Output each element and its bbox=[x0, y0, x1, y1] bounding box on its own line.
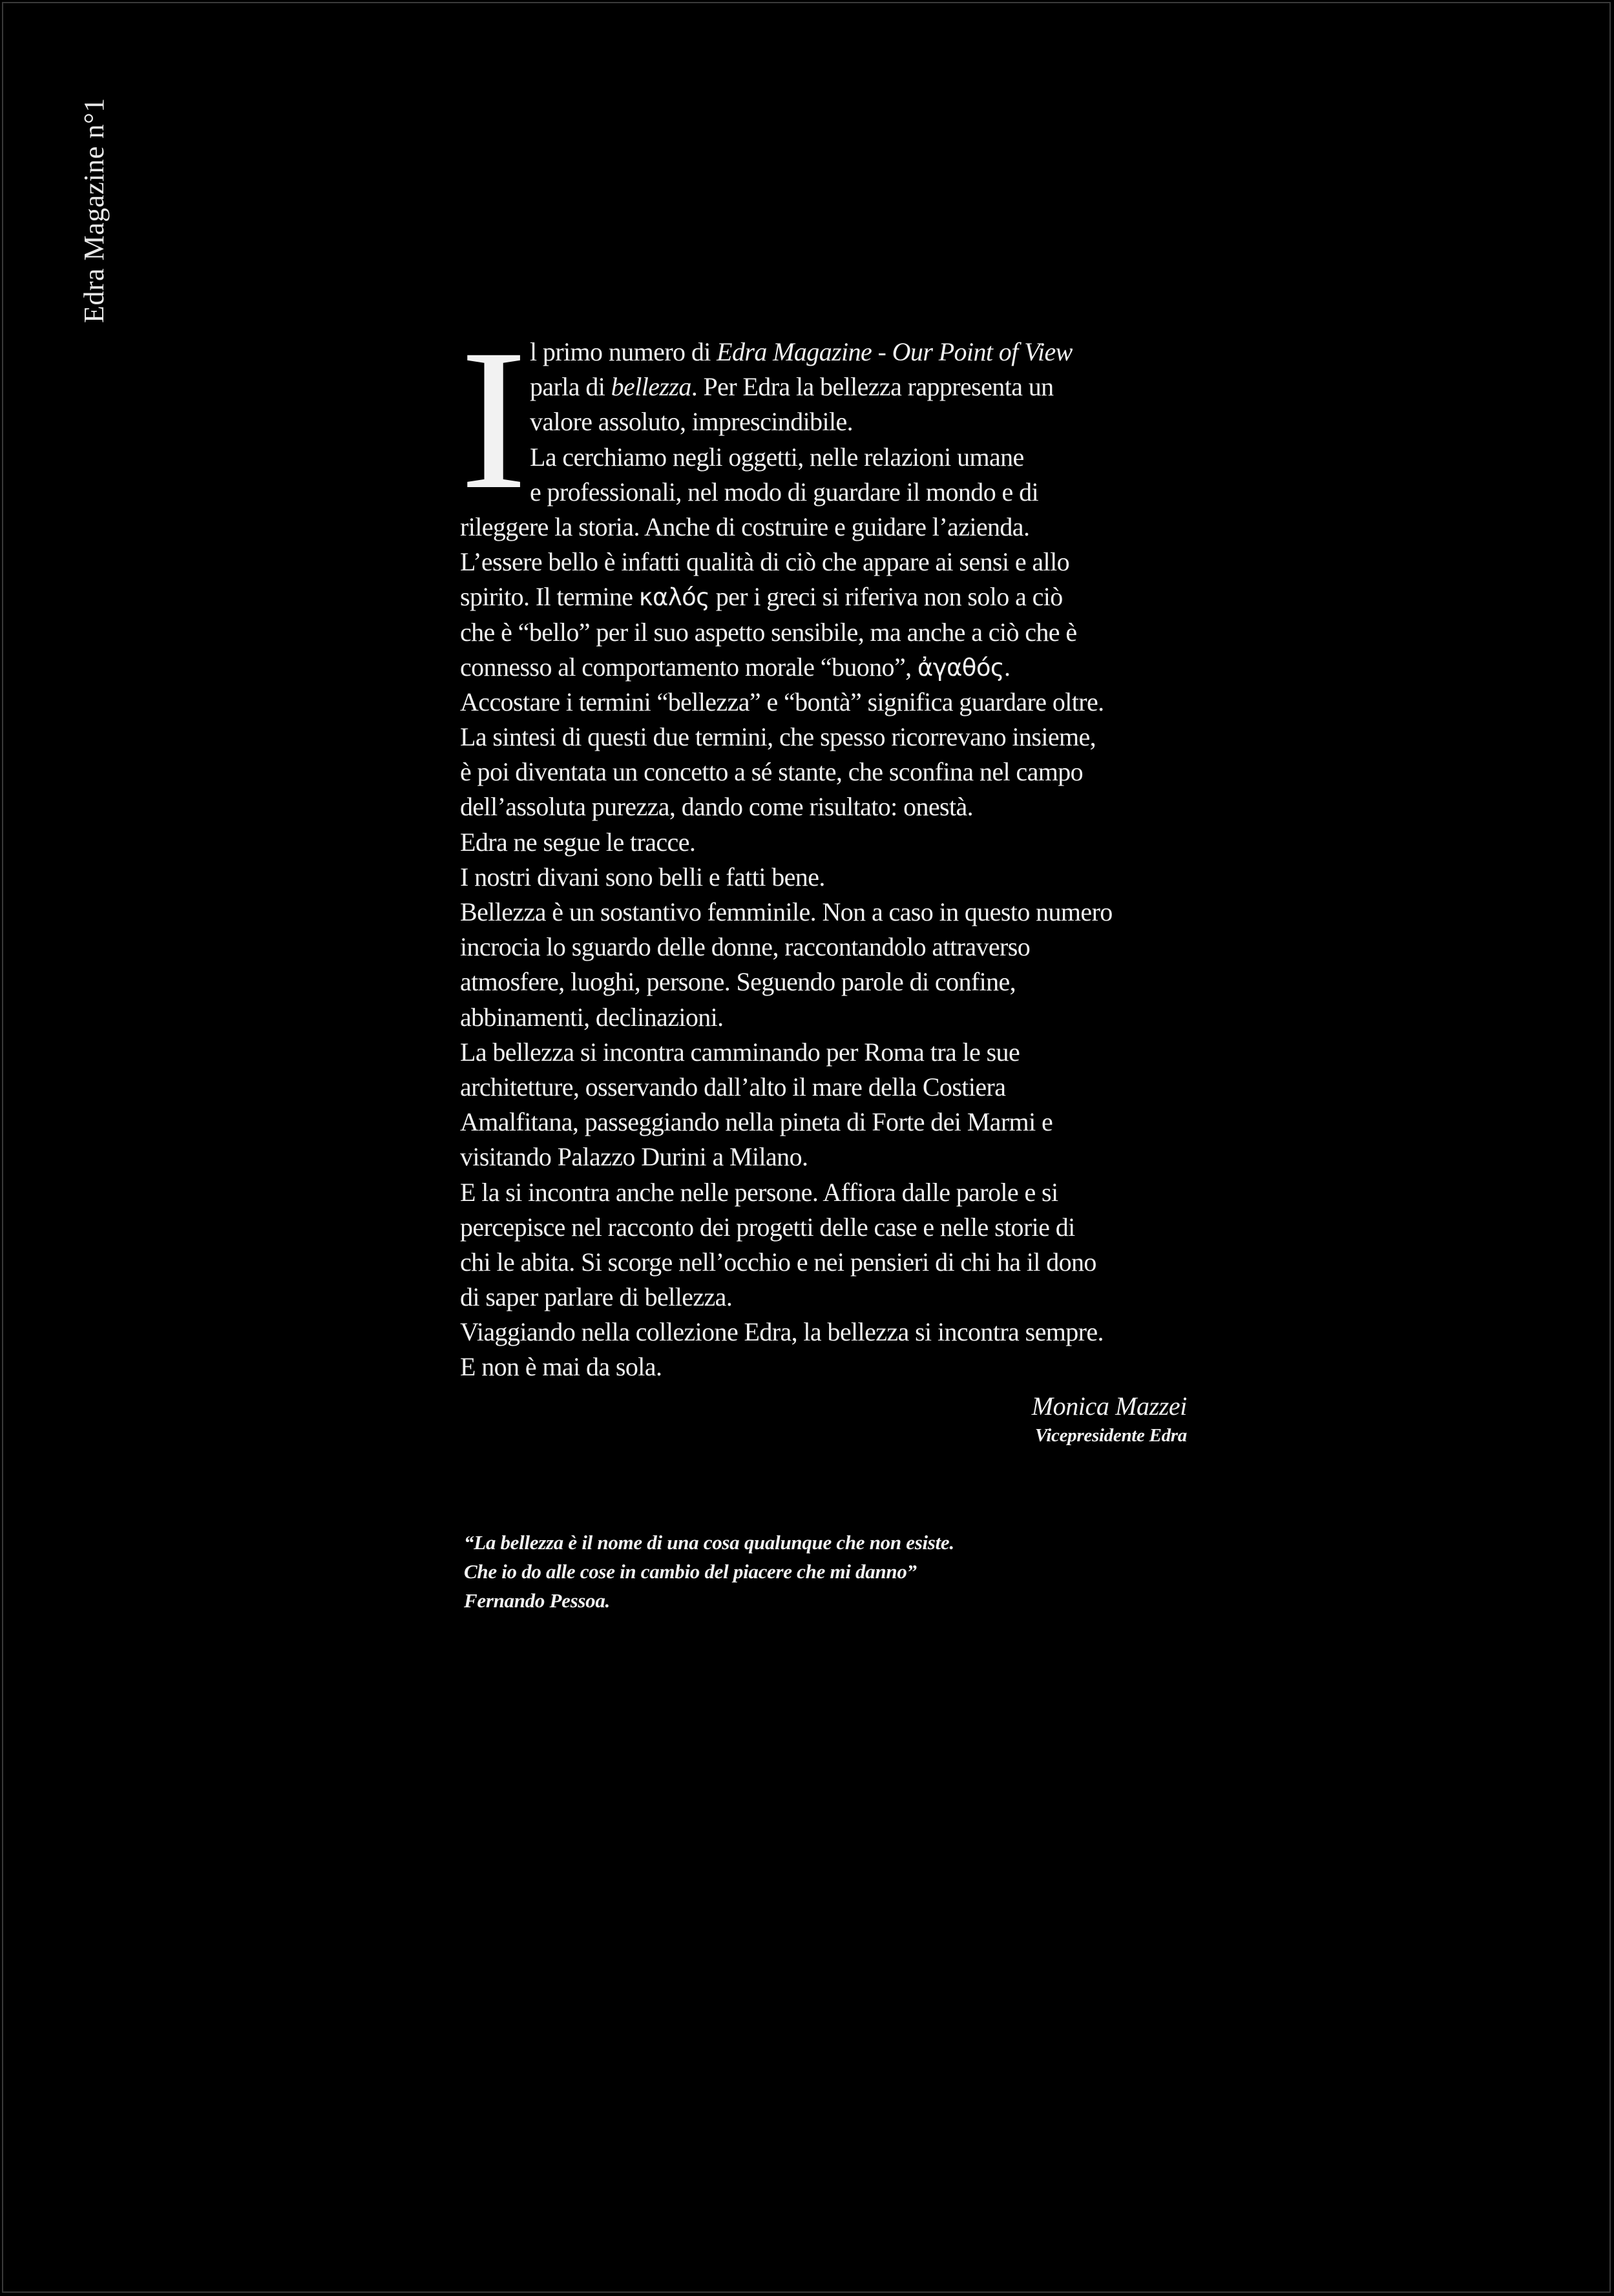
article-line: che è “bello” per il suo aspetto sensibile, ma anche a ciò che è bbox=[460, 617, 1077, 647]
editorial-article bbox=[460, 308, 1187, 1448]
article-line: E non è mai da sola. bbox=[460, 1352, 662, 1382]
article-body bbox=[460, 685, 1187, 1385]
article-line: Bellezza è un sostantivo femminile. Non a caso in questo numero bbox=[460, 897, 1113, 926]
article-line: La sintesi di questi due termini, che spesso ricorrevano insieme, bbox=[460, 722, 1096, 752]
article-line: dell’assoluta purezza, dando come risultato: onestà. bbox=[460, 792, 974, 822]
article-line: connesso al comportamento morale “buono”, ἀγαθός. bbox=[460, 652, 1011, 682]
drop-cap: I bbox=[460, 308, 527, 531]
article-line: rileggere la storia. Anche di costruire e guidare l’azienda. bbox=[460, 512, 1030, 541]
author-name: Monica Mazzei bbox=[1031, 1391, 1187, 1421]
article-line: è poi diventata un concetto a sé stante, che sconfina nel campo bbox=[460, 757, 1084, 787]
article-line: Edra ne segue le tracce. bbox=[460, 827, 696, 857]
article-line: La bellezza si incontra camminando per Roma tra le sue bbox=[460, 1037, 1020, 1067]
article-line: La cerchiamo negli oggetti, nelle relazioni umane bbox=[530, 442, 1024, 472]
magazine-title: Edra Magazine - Our Point of View bbox=[717, 337, 1073, 366]
quote-line: “La bellezza è il nome di una cosa qualunque che non esiste. bbox=[464, 1531, 954, 1554]
article-line: visitando Palazzo Durini a Milano. bbox=[460, 1142, 808, 1172]
article-line: e professionali, nel modo di guardare il mondo e di bbox=[530, 477, 1038, 506]
article-line: spirito. Il termine καλός per i greci si riferiva non solo a ciò bbox=[460, 582, 1063, 612]
quote-attribution: Fernando Pessoa. bbox=[464, 1589, 611, 1612]
article-line: L’essere bello è infatti qualità di ciò che appare ai sensi e allo bbox=[460, 547, 1069, 577]
article-line: Viaggiando nella collezione Edra, la bellezza si incontra sempre. bbox=[460, 1317, 1104, 1347]
keyword-bellezza: bellezza bbox=[611, 372, 691, 402]
author-role: Vicepresidente Edra bbox=[1034, 1425, 1187, 1446]
article-line: incrocia lo sguardo delle donne, raccontandolo attraverso bbox=[460, 932, 1031, 962]
greek-word-kalos: καλός bbox=[638, 583, 710, 612]
article-line: Amalfitana, passeggiando nella pineta di Forte dei Marmi e bbox=[460, 1107, 1053, 1137]
pessoa-quote bbox=[464, 1528, 1175, 1615]
article-line: I nostri divani sono belli e fatti bene. bbox=[460, 862, 825, 892]
article-line: percepisce nel racconto dei progetti delle case e nelle storie di bbox=[460, 1212, 1075, 1242]
article-line: chi le abita. Si scorge nell’occhio e nei pensieri di chi ha il dono bbox=[460, 1247, 1096, 1277]
article-line: E la si incontra anche nelle persone. Affiora dalle parole e si bbox=[460, 1177, 1058, 1207]
article-line: abbinamenti, declinazioni. bbox=[460, 1002, 724, 1032]
article-line: l primo numero di Edra Magazine - Our Point of View bbox=[530, 337, 1073, 366]
article-line: parla di bellezza. Per Edra la bellezza rappresenta un bbox=[530, 372, 1054, 402]
article-line: atmosfere, luoghi, persone. Seguendo parole di confine, bbox=[460, 967, 1016, 997]
article-line: architetture, osservando dall’alto il mare della Costiera bbox=[460, 1072, 1006, 1101]
signature bbox=[799, 1390, 1187, 1448]
running-head: Edra Magazine n°1 bbox=[78, 98, 110, 323]
article-line: valore assoluto, imprescindibile. bbox=[530, 407, 854, 437]
article-line: di saper parlare di bellezza. bbox=[460, 1282, 733, 1312]
greek-word-agathos: ἀγαθός bbox=[917, 653, 1004, 682]
quote-line: Che io do alle cose in cambio del piacere che mi danno” bbox=[464, 1560, 917, 1583]
article-line: Accostare i termini “bellezza” e “bontà” significa guardare oltre. bbox=[460, 687, 1104, 716]
